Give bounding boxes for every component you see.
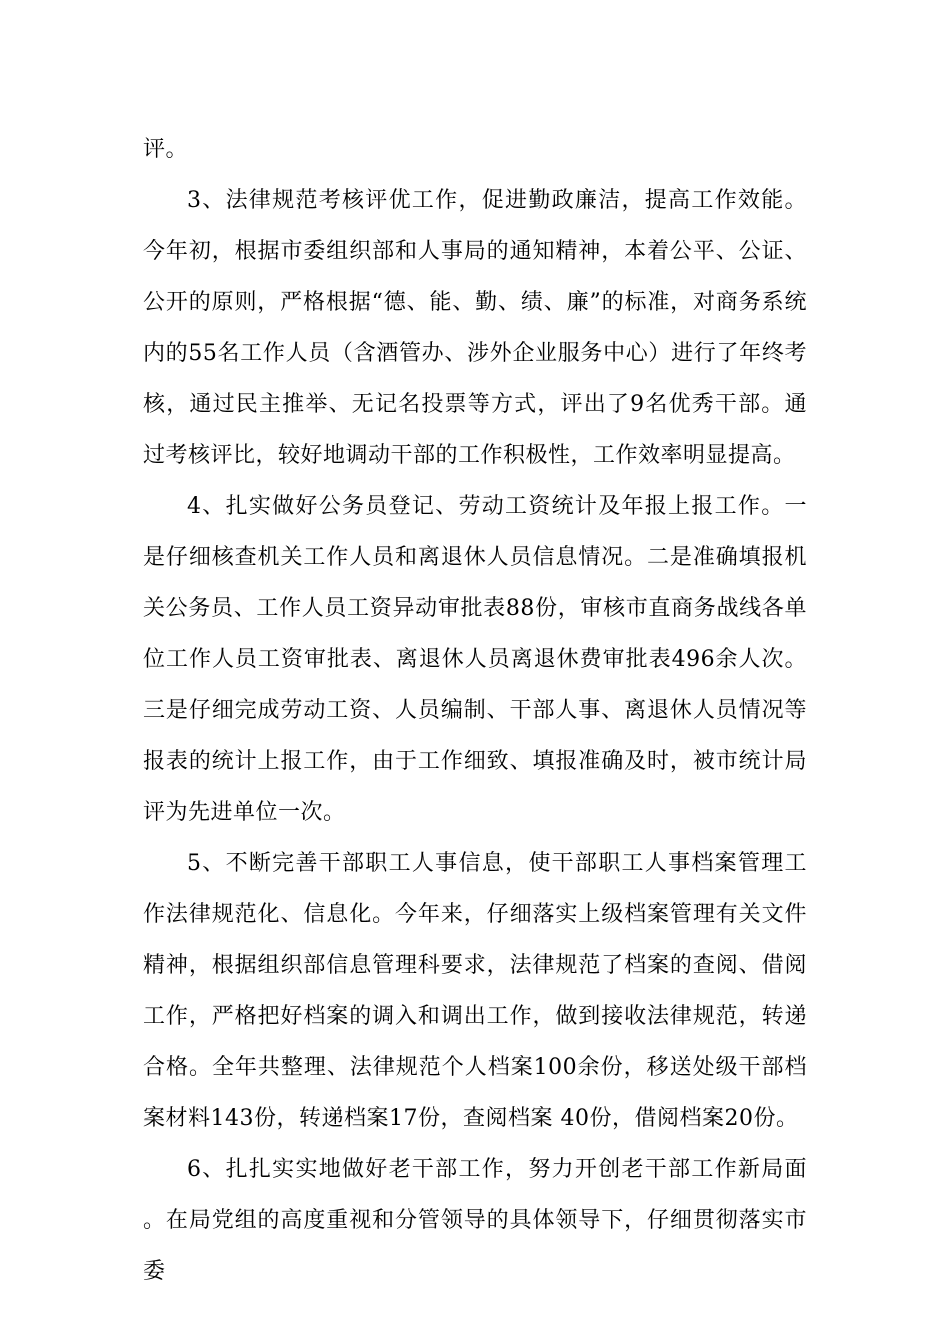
paragraph-item-5: 5、不断完善干部职工人事信息，使干部职工人事档案管理工作法律规范化、信息化。今年来，仔细落实上级档案管理有关文件精神，根据组织部信息管理科要求，法律规范了档案的查阅、借阅工作，严格把好档案的调入和调出工作，做到接收法律规范，转递合格。全年共整理、法律规范个人档案100余份，移送处级干部档案材料143份，转递档案17份，查阅档案 40份，借阅档案20份。 [143, 851, 807, 1131]
paragraph-item-4: 4、扎实做好公务员登记、劳动工资统计及年报上报工作。一是仔细核查机关工作人员和离退休人员信息情况。二是准确填报机关公务员、工作人员工资异动审批表88份，审核市直商务战线各单位工作人员工资审批表、离退休人员离退休费审批表496余人次。三是仔细完成劳动工资、人员编制、干部人事、离退休人员情况等报表的统计上报工作，由于工作细致、填报准确及时，被市统计局评为先进单位一次。 [143, 494, 807, 825]
document-body [143, 124, 807, 1297]
paragraph-item-6: 6、扎扎实实地做好老干部工作，努力开创老干部工作新局面。在局党组的高度重视和分管领导的具体领导下，仔细贯彻落实市委 [143, 1157, 807, 1284]
paragraph-item-3: 3、法律规范考核评优工作，促进勤政廉洁，提高工作效能。今年初，根据市委组织部和人事局的通知精神，本着公平、公证、公开的原则，严格根据“德、能、勤、绩、廉”的标准，对商务系统内的55名工作人员（含酒管办、涉外企业服务中心）进行了年终考核，通过民主推举、无记名投票等方式，评出了9名优秀干部。通过考核评比，较好地调动干部的工作积极性，工作效率明显提高。 [143, 188, 807, 468]
paragraph-continuation: 评。 [143, 137, 189, 162]
